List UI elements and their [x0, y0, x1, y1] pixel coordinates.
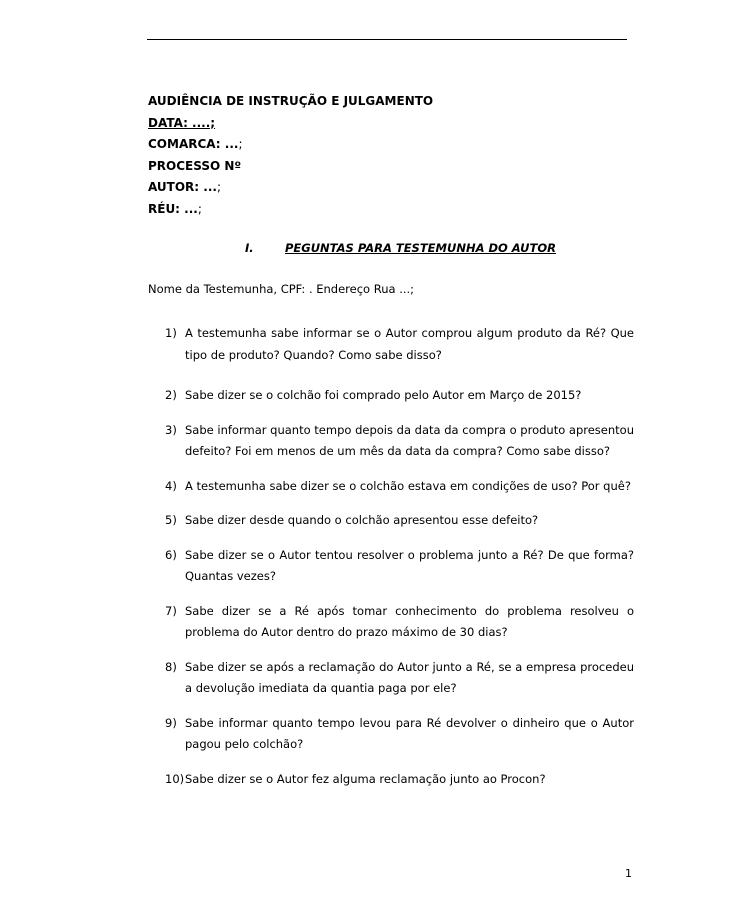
date-field: [148, 113, 433, 135]
question-item: [148, 510, 634, 532]
question-text: Sabe dizer se o Autor tentou resolver o problema junto a Ré? De que forma? Quantas vezes?: [185, 547, 634, 583]
comarca-label: COMARCA: ...: [148, 137, 239, 151]
question-item: [148, 323, 634, 366]
question-text: Sabe informar quanto tempo levou para Ré devolver o dinheiro que o Autor pagou pelo colchão?: [185, 715, 634, 751]
hearing-title: AUDIÊNCIA DE INSTRUÇÃO E JULGAMENTO: [148, 94, 434, 108]
top-horizontal-rule: [147, 39, 627, 40]
question-item: [148, 601, 634, 644]
question-number: 7): [165, 603, 177, 618]
question-number: 1): [165, 326, 177, 340]
question-item: [148, 545, 634, 588]
section-heading: [245, 241, 556, 255]
question-item: [148, 769, 634, 791]
autor-field: [148, 177, 433, 199]
question-number: 3): [165, 422, 177, 437]
question-number: 5): [165, 513, 177, 527]
processo-field: PROCESSO Nº: [148, 158, 242, 173]
question-text: A testemunha sabe dizer se o colchão estava em condições de uso? Por quê?: [185, 478, 631, 493]
question-item: [148, 420, 634, 463]
section-number: I.: [245, 241, 254, 255]
question-list: [148, 323, 634, 790]
question-text: Sabe dizer se a Ré após tomar conhecimento do problema resolveu o problema do Autor dentro do prazo máximo de 30 dias?: [185, 603, 634, 639]
question-number: 8): [165, 659, 177, 674]
reu-label: RÉU: ...: [148, 201, 198, 216]
autor-suffix: ;: [216, 180, 221, 194]
reu-field: [148, 199, 433, 221]
hearing-header: [148, 91, 433, 220]
autor-label: AUTOR: ...: [148, 180, 217, 194]
question-text: Sabe dizer desde quando o colchão apresentou esse defeito?: [185, 513, 539, 527]
question-item: [148, 385, 634, 407]
question-text: A testemunha sabe informar se o Autor comprou algum produto da Ré? Que tipo de produto? Quando? Como sabe disso?: [185, 326, 634, 362]
question-item: [148, 657, 634, 700]
date-label: DATA: ....;: [148, 115, 216, 130]
witness-identification: Nome da Testemunha, CPF: . Endereço Rua ...;: [148, 282, 415, 296]
question-number: 4): [165, 478, 177, 493]
comarca-field: [148, 134, 433, 156]
question-number: 9): [165, 715, 177, 730]
section-title: PEGUNTAS PARA TESTEMUNHA DO AUTOR: [285, 241, 556, 255]
question-item: [148, 476, 634, 498]
question-text: Sabe dizer se após a reclamação do Autor junto a Ré, se a empresa procedeu a devolução imediata da quantia paga por ele?: [185, 659, 634, 695]
question-number: 2): [165, 388, 177, 402]
question-text: Sabe dizer se o Autor fez alguma reclamação junto ao Procon?: [185, 771, 546, 786]
question-item: [148, 713, 634, 756]
page-number: 1: [625, 867, 632, 880]
reu-suffix: ;: [197, 201, 202, 216]
question-text: Sabe dizer se o colchão foi comprado pelo Autor em Março de 2015?: [185, 388, 582, 402]
question-number: 6): [165, 547, 177, 562]
comarca-suffix: ;: [238, 137, 243, 151]
question-number: 10): [165, 771, 185, 786]
question-text: Sabe informar quanto tempo depois da data da compra o produto apresentou defeito? Foi em menos de um mês da data da compra? Como sabe disso?: [185, 422, 634, 458]
